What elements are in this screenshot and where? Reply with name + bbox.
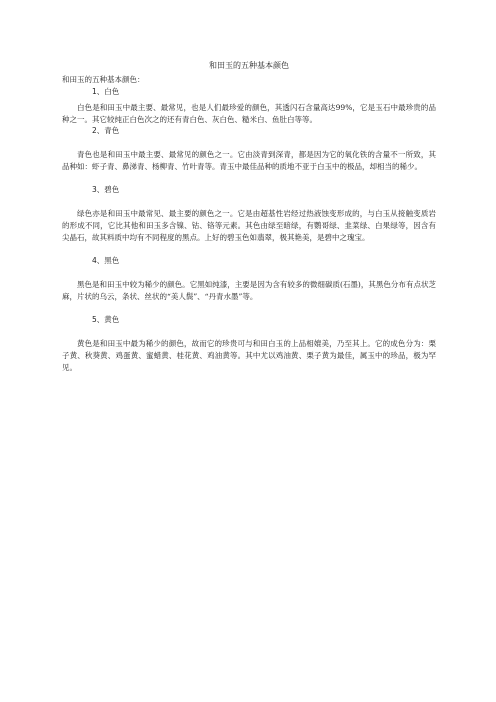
section-heading: 2、青色 (92, 126, 120, 136)
document-page (62, 60, 436, 373)
section-jade-green (62, 184, 436, 243)
section-heading: 3、碧色 (92, 185, 120, 195)
section-heading: 4、黑色 (92, 256, 120, 266)
intro-line: 和田玉的五种基本颜色： (62, 75, 145, 84)
section-paragraph: 绿色亦是和田玉中最常见、最主要的颜色之一。它是由超基性岩经过热液蚀变形成的，与白玉从接触变质岩的形成不同，它比其他和田玉多含镍、钴、铬等元素。其色由绿至暗绿，有鹦哥绿、韭菜绿、白果绿等，因含有尖晶石，故其料质中均有不同程度的黑点。上好的碧玉色如翡翠，极其艳美，是碧中之瑰宝。 (62, 209, 436, 242)
section-paragraph: 白色是和田玉中最主要、最常见，也是人们最珍爱的颜色，其透闪石含量高达99%，它是玉石中最珍贵的品种之一。其它较纯正白色次之的还有青白色、灰白色、糙米白、鱼肚白等等。 (62, 103, 436, 124)
section-paragraph: 黑色是和田玉中较为稀少的颜色。它黑如纯漆，主要是因为含有较多的微细碳质(石墨)，其黑色分布有点状芝麻，片状的乌云，条状、丝状的“美人鬓”、“丹青水墨”等。 (62, 280, 436, 301)
section-heading: 5、黄色 (92, 315, 120, 325)
section-paragraph: 青色也是和田玉中最主要、最常见的颜色之一。它由淡青到深青，都是因为它的氧化铁的含量不一所致，其品种如：虾子青、鼻涕青、杨柳青、竹叶青等。青玉中最佳品种的质地不亚于白玉中的极品，却相当的稀少。 (62, 150, 436, 171)
section-yellow (62, 314, 436, 373)
section-black (62, 255, 436, 302)
section-heading: 1、白色 (92, 87, 120, 96)
section-white (62, 86, 436, 125)
section-paragraph: 黄色是和田玉中最为稀少的颜色，故而它的珍贵可与和田白玉的上品相媲美，乃至其上。它的成色分为：栗子黄、秋葵黄、鸡蛋黄、蜜蜡黄、桂花黄、鸡油黄等。其中尤以鸡油黄、栗子黄为最佳，属玉中的珍品，极为罕见。 (62, 339, 436, 372)
document-title: 和田玉的五种基本颜色 (209, 61, 289, 70)
section-green-blue (62, 125, 436, 172)
